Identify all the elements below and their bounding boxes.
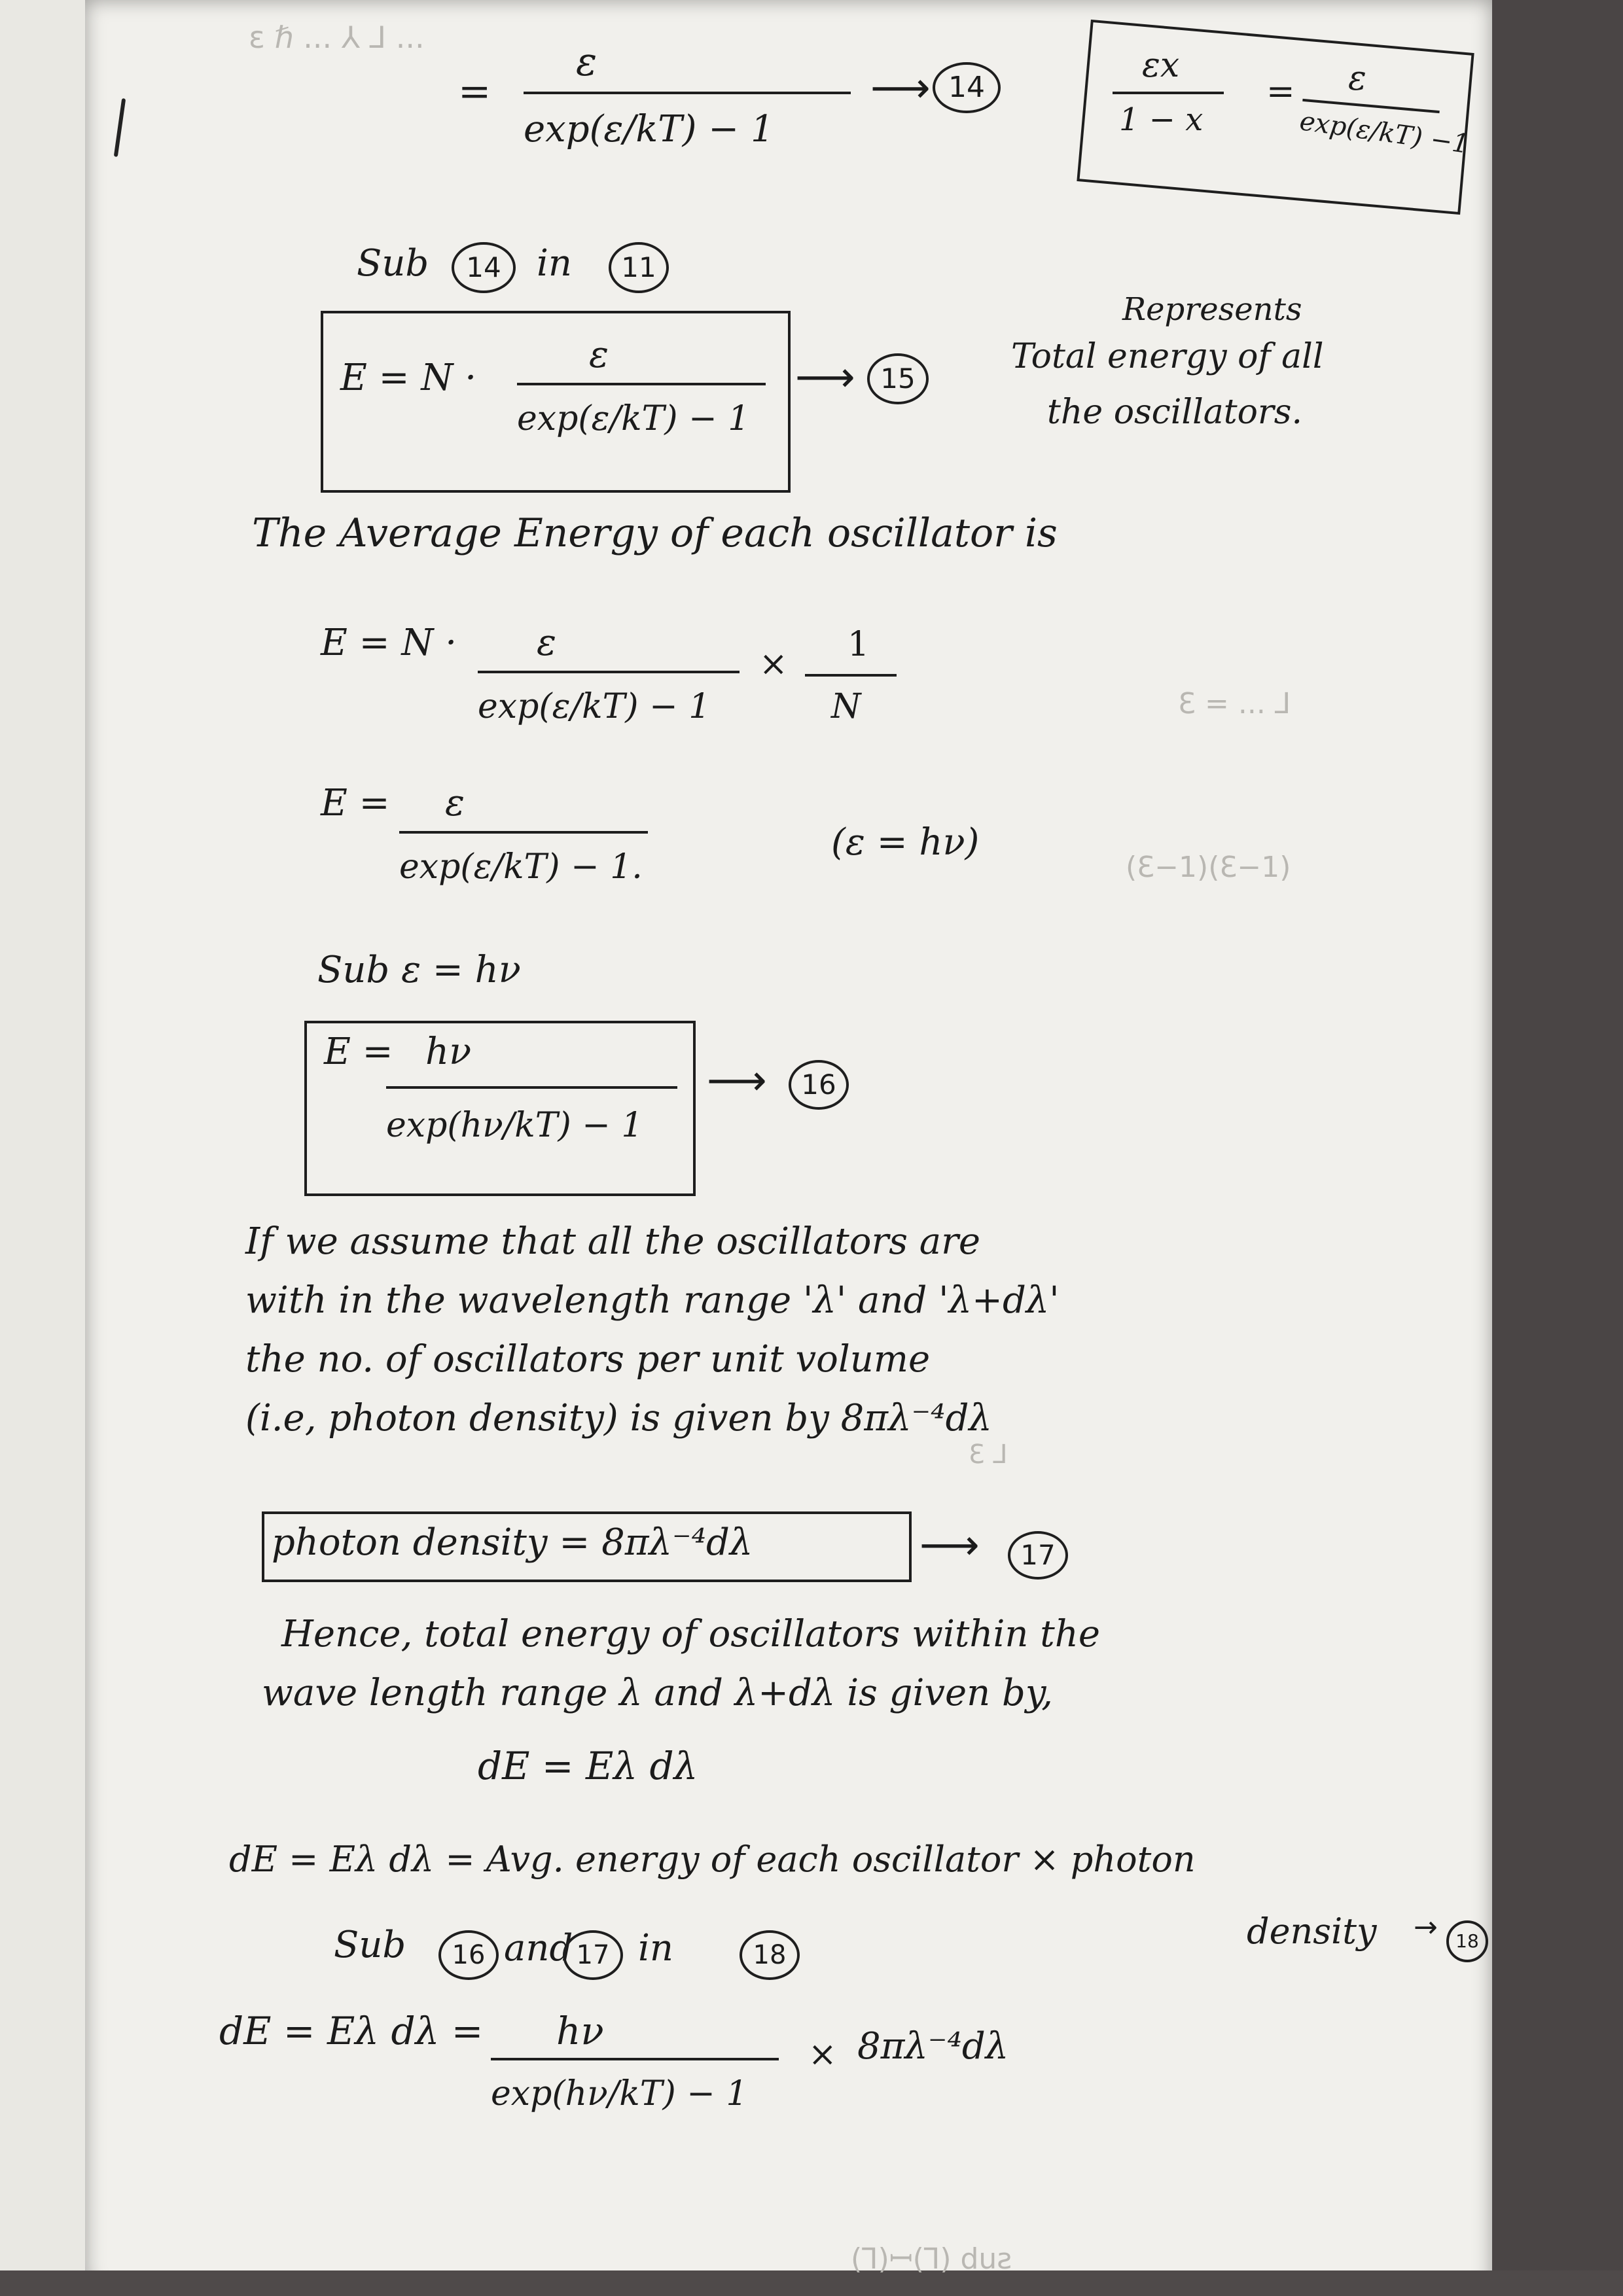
avg1-numerator: ε [537, 622, 557, 664]
right-arrow-icon: ⟶ [919, 1521, 980, 1570]
numerator: ε [576, 39, 597, 85]
bleed-through: (⅂)ꟷ(⅂) duƨ [851, 2242, 1012, 2276]
fraction-bar [399, 831, 648, 834]
avg2-numerator: ε [445, 782, 465, 824]
sub-label: Sub ε = hν [317, 949, 521, 991]
eq17-text: photon density = 8πλ⁻⁴dλ [272, 1521, 753, 1564]
side-lhs-numerator: εx [1142, 46, 1180, 85]
avg2-lhs: E = [321, 782, 390, 824]
times-sign: × [808, 2035, 837, 2074]
avg1-frac-num: 1 [847, 625, 870, 664]
equation-line: dE = Eλ dλ = Avg. energy of each oscillator × photon [229, 1839, 1196, 1880]
equation-tag: 17 [563, 1930, 623, 1980]
equals-sign: = [458, 69, 491, 115]
final-rhs: 8πλ⁻⁴dλ [857, 2025, 1009, 2068]
times-sign: × [759, 645, 788, 684]
note-line: Total energy of all [1011, 337, 1324, 376]
denominator: exp(ε/kT) − 1 [524, 108, 774, 150]
avg1-frac-den: N [831, 687, 861, 726]
equation-line: dE = Eλ dλ [478, 1744, 698, 1788]
bleed-through: (ℇ−1)(ℇ−1) [1126, 851, 1291, 884]
background-right [1492, 0, 1623, 2296]
fraction-bar [1113, 92, 1224, 94]
avg1-denominator: exp(ε/kT) − 1 [478, 687, 711, 726]
sub-label: Sub [334, 1924, 406, 1966]
eq16-denominator: exp(hν/kT) − 1 [386, 1106, 643, 1145]
equation-tag: 14 [452, 242, 516, 293]
bleed-through: ℇ ⅃ [969, 1439, 1008, 1470]
bleed-through: ℇ = ... ⅃ [1178, 687, 1291, 720]
side-rhs-numerator: ε [1348, 59, 1366, 98]
note-line: Represents [1122, 291, 1302, 328]
equation-tag: 16 [789, 1060, 849, 1110]
paragraph-line: (i.e, photon density) is given by 8πλ⁻⁴dλ [245, 1397, 992, 1439]
right-arrow-icon: ⟶ [795, 353, 855, 402]
final-numerator: hν [556, 2009, 604, 2053]
fraction-bar [491, 2058, 779, 2060]
eq15-lhs: E = N · [340, 357, 477, 399]
side-lhs-denominator: 1 − x [1119, 101, 1204, 138]
eq16-numerator: hν [425, 1031, 472, 1073]
note-line: the oscillators. [1047, 393, 1302, 432]
fraction-bar [805, 674, 897, 677]
equation-tag: 18 [740, 1930, 800, 1980]
equals-sign: = [1266, 72, 1295, 111]
eq15-denominator: exp(ε/kT) − 1 [517, 399, 750, 438]
final-denominator: exp(hν/kT) − 1 [491, 2074, 748, 2113]
and-label: and [504, 1927, 573, 1969]
equation-tag: 14 [933, 62, 1001, 113]
background-bottom [0, 2270, 1623, 2296]
fraction-bar [386, 1086, 677, 1089]
right-arrow-icon: ⟶ [707, 1057, 767, 1105]
eq15-numerator: ε [589, 334, 609, 376]
right-arrow-icon: → [1414, 1911, 1438, 1944]
equation-tag: 11 [609, 242, 669, 293]
in-label: in [638, 1927, 673, 1969]
paragraph-line: with in the wavelength range 'λ' and 'λ+dλ' [245, 1279, 1060, 1322]
equation-tag: 18 [1446, 1920, 1488, 1962]
notebook-spine [0, 0, 85, 2296]
fraction-bar [517, 383, 766, 385]
paragraph-line: Hence, total energy of oscillators within the [281, 1613, 1100, 1655]
equation-continuation: density [1247, 1911, 1377, 1952]
paragraph-line: the no. of oscillators per unit volume [245, 1338, 931, 1381]
fraction-bar [478, 671, 740, 673]
avg2-aside: (ε = hν) [831, 821, 980, 864]
paragraph-line: If we assume that all the oscillators are [245, 1220, 981, 1263]
avg1-lhs: E = N · [321, 622, 457, 664]
bleed-through: ε ℏ ... ⅄ ⅃ ... [249, 20, 425, 55]
sub-label: Sub [357, 242, 429, 285]
eq16-lhs: E = [324, 1031, 393, 1073]
right-arrow-icon: ⟶ [870, 64, 931, 113]
equation-tag: 15 [867, 353, 929, 404]
final-lhs: dE = Eλ dλ = [219, 2009, 484, 2053]
fraction-bar [524, 92, 851, 94]
in-label: in [537, 242, 572, 285]
paragraph-line: wave length range λ and λ+dλ is given by, [262, 1672, 1053, 1714]
side-rhs-denominator: exp(ε/kT) −1 [1298, 106, 1471, 160]
equation-tag: 17 [1008, 1531, 1068, 1580]
avg2-denominator: exp(ε/kT) − 1. [399, 847, 643, 887]
equation-tag: 16 [438, 1930, 499, 1980]
section-heading: The Average Energy of each oscillator is [252, 510, 1058, 556]
